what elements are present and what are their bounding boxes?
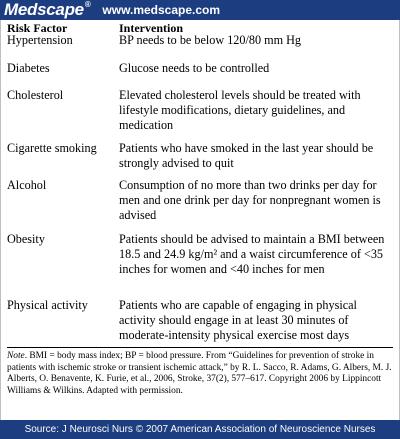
intervention-cell: Patients who have smoked in the last year should be strongly advised to quit	[119, 141, 374, 170]
note-text: . BMI = body mass index; BP = blood pressure. From “Guidelines for prevention of stroke in patients with ischemic stroke or transient ischemic attack,” by R. L. Sacco, R. Adams, G. Albers, M. J. Alberts, O. Benavente, K. Furie, et al., 2006, Stroke, 37(2), 577–617. Copyright 2006 by Lippincott Williams & Wilkins. Adapted with permission.	[7, 351, 392, 396]
risk-factor-cell: Cigarette smoking	[7, 141, 97, 155]
column-header-intervention: Intervention	[119, 21, 183, 35]
intervention-cell: Elevated cholesterol levels should be treated with lifestyle modifications, dietary guidelines, and medication	[119, 88, 361, 132]
medscape-header	[0, 0, 400, 20]
intervention-cell: Consumption of no more than two drinks per day for men and one drink per day for nonpregnant women is advised	[119, 178, 381, 222]
intervention-cell: Patients who are capable of engaging in physical activity should engage in at least 30 minutes of moderate-intensity physical exercise most days	[119, 298, 357, 342]
table-note	[7, 351, 393, 397]
table-bottom-rule	[7, 347, 393, 348]
risk-factor-cell: Obesity	[7, 232, 45, 246]
note-label: Note	[7, 351, 25, 361]
column-header-risk-factor: Risk Factor	[7, 21, 68, 35]
risk-factor-cell: Diabetes	[7, 61, 50, 75]
table-figure	[0, 20, 400, 420]
site-url-link[interactable]: www.medscape.com	[102, 3, 221, 17]
medscape-logo[interactable]: Medscape®	[4, 0, 91, 19]
risk-factor-cell: Hypertension	[7, 33, 73, 47]
intervention-cell: Glucose needs to be controlled	[119, 61, 270, 75]
intervention-cell: BP needs to be below 120/80 mm Hg	[119, 33, 302, 47]
risk-factor-cell: Cholesterol	[7, 88, 64, 102]
intervention-cell: Patients should be advised to maintain a BMI between 18.5 and 24.9 kg/m² and a waist circumference of <35 inches for women and <40 inches for men	[119, 232, 385, 276]
risk-factor-cell: Physical activity	[7, 298, 88, 312]
risk-factor-cell: Alcohol	[7, 178, 47, 192]
source-footer: Source: J Neurosci Nurs © 2007 American Association of Neuroscience Nurses	[0, 420, 400, 439]
